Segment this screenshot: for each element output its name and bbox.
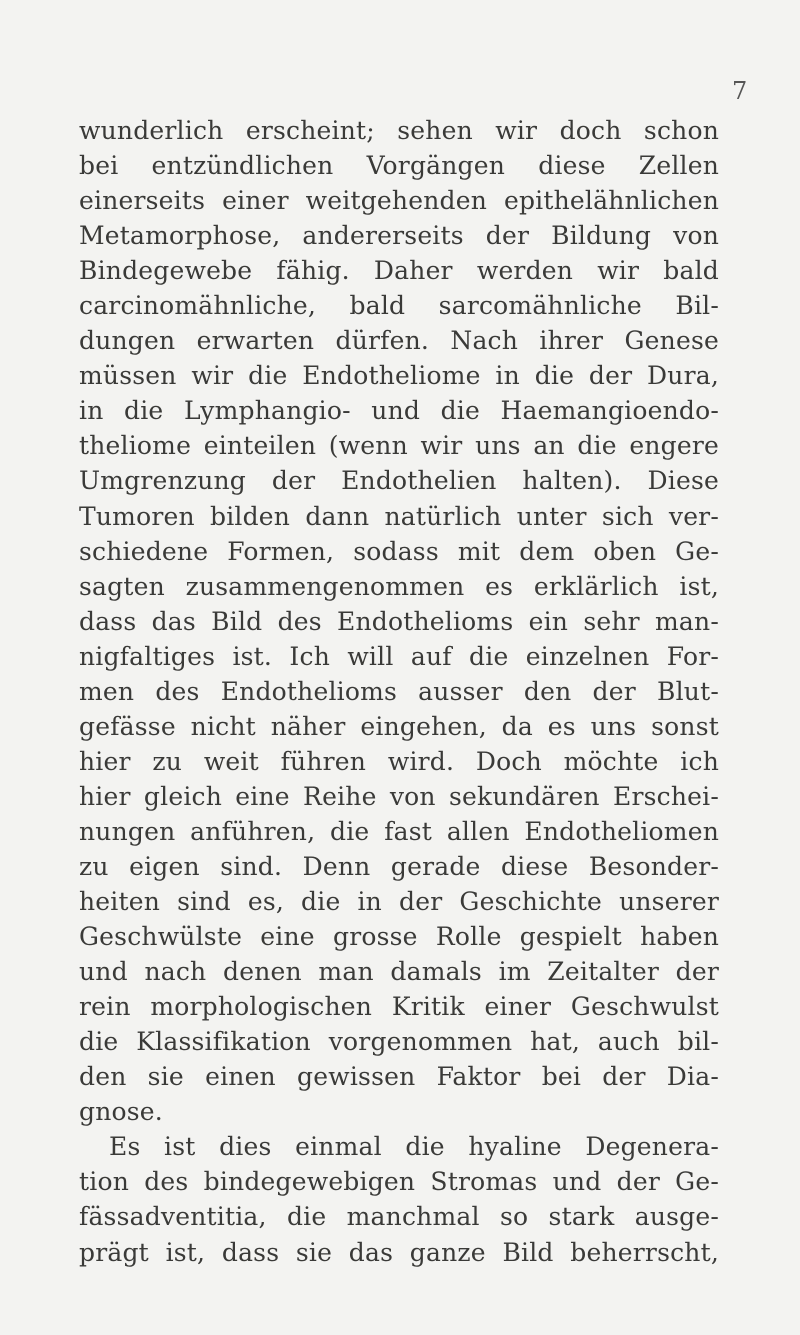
text-line: den sie einen gewissen Faktor bei der Dia- (79, 1062, 719, 1092)
text-line: wunderlich erscheint; sehen wir doch schon (79, 116, 719, 145)
text-line: bei entzündlichen Vorgängen diese Zellen (79, 151, 719, 181)
text-line: die Klassifikation vorgenommen hat, auch bil- (79, 1027, 719, 1057)
text-line: rein morphologischen Kritik einer Geschwulst (79, 992, 719, 1022)
text-line: men des Endothelioms ausser den der Blut- (79, 676, 719, 706)
text-line: einerseits einer weitgehenden epithelähnlichen (79, 186, 719, 216)
text-line: Metamorphose, andererseits der Bildung von (79, 221, 719, 251)
text-line: heiten sind es, die in der Geschichte unserer (79, 887, 719, 917)
text-line: Bindegewebe fähig. Daher werden wir bald (79, 256, 719, 286)
text-line: Geschwülste eine grosse Rolle gespielt haben (79, 922, 719, 952)
text-line: und nach denen man damals im Zeitalter der (79, 957, 719, 987)
text-line: schiedene Formen, sodass mit dem oben Ge- (79, 536, 719, 566)
text-line: zu eigen sind. Denn gerade diese Besonder- (79, 851, 719, 881)
text-line: hier gleich eine Reihe von sekundären Erschei- (79, 781, 719, 811)
text-line: in die Lymphangio- und die Haemangioendo- (79, 396, 719, 426)
text-line: Tumoren bilden dann natürlich unter sich ver- (79, 501, 719, 531)
text-line: fässadventitia, die manchmal so stark ausge- (79, 1202, 719, 1232)
text-line: hier zu weit führen wird. Doch möchte ich (79, 746, 719, 776)
text-line: gefässe nicht näher eingehen, da es uns sonst (79, 711, 719, 741)
text-line: Es ist dies einmal die hyaline Degenera- (109, 1132, 719, 1162)
text-line: nungen anführen, die fast allen Endotheliomen (79, 816, 719, 846)
page-number: 7 (732, 77, 748, 105)
text-line: gnose. (79, 1097, 163, 1127)
text-line: carcinomähnliche, bald sarcomähnliche Bil- (79, 291, 719, 321)
text-line: Umgrenzung der Endothelien halten). Diese (79, 466, 719, 496)
text-line: nigfaltiges ist. Ich will auf die einzelnen For- (79, 641, 719, 671)
text-line: theliome einteilen (wenn wir uns an die engere (79, 431, 719, 461)
text-line: dass das Bild des Endothelioms ein sehr man- (79, 606, 719, 636)
text-line: tion des bindegewebigen Stromas und der Ge- (79, 1167, 719, 1197)
text-line: sagten zusammengenommen es erklärlich ist, (79, 571, 719, 601)
text-line: dungen erwarten dürfen. Nach ihrer Genese (79, 326, 719, 356)
text-line: müssen wir die Endotheliome in die der Dura, (79, 361, 719, 391)
body-text (79, 113, 719, 1270)
text-line: prägt ist, dass sie das ganze Bild beherrscht, (79, 1237, 719, 1267)
